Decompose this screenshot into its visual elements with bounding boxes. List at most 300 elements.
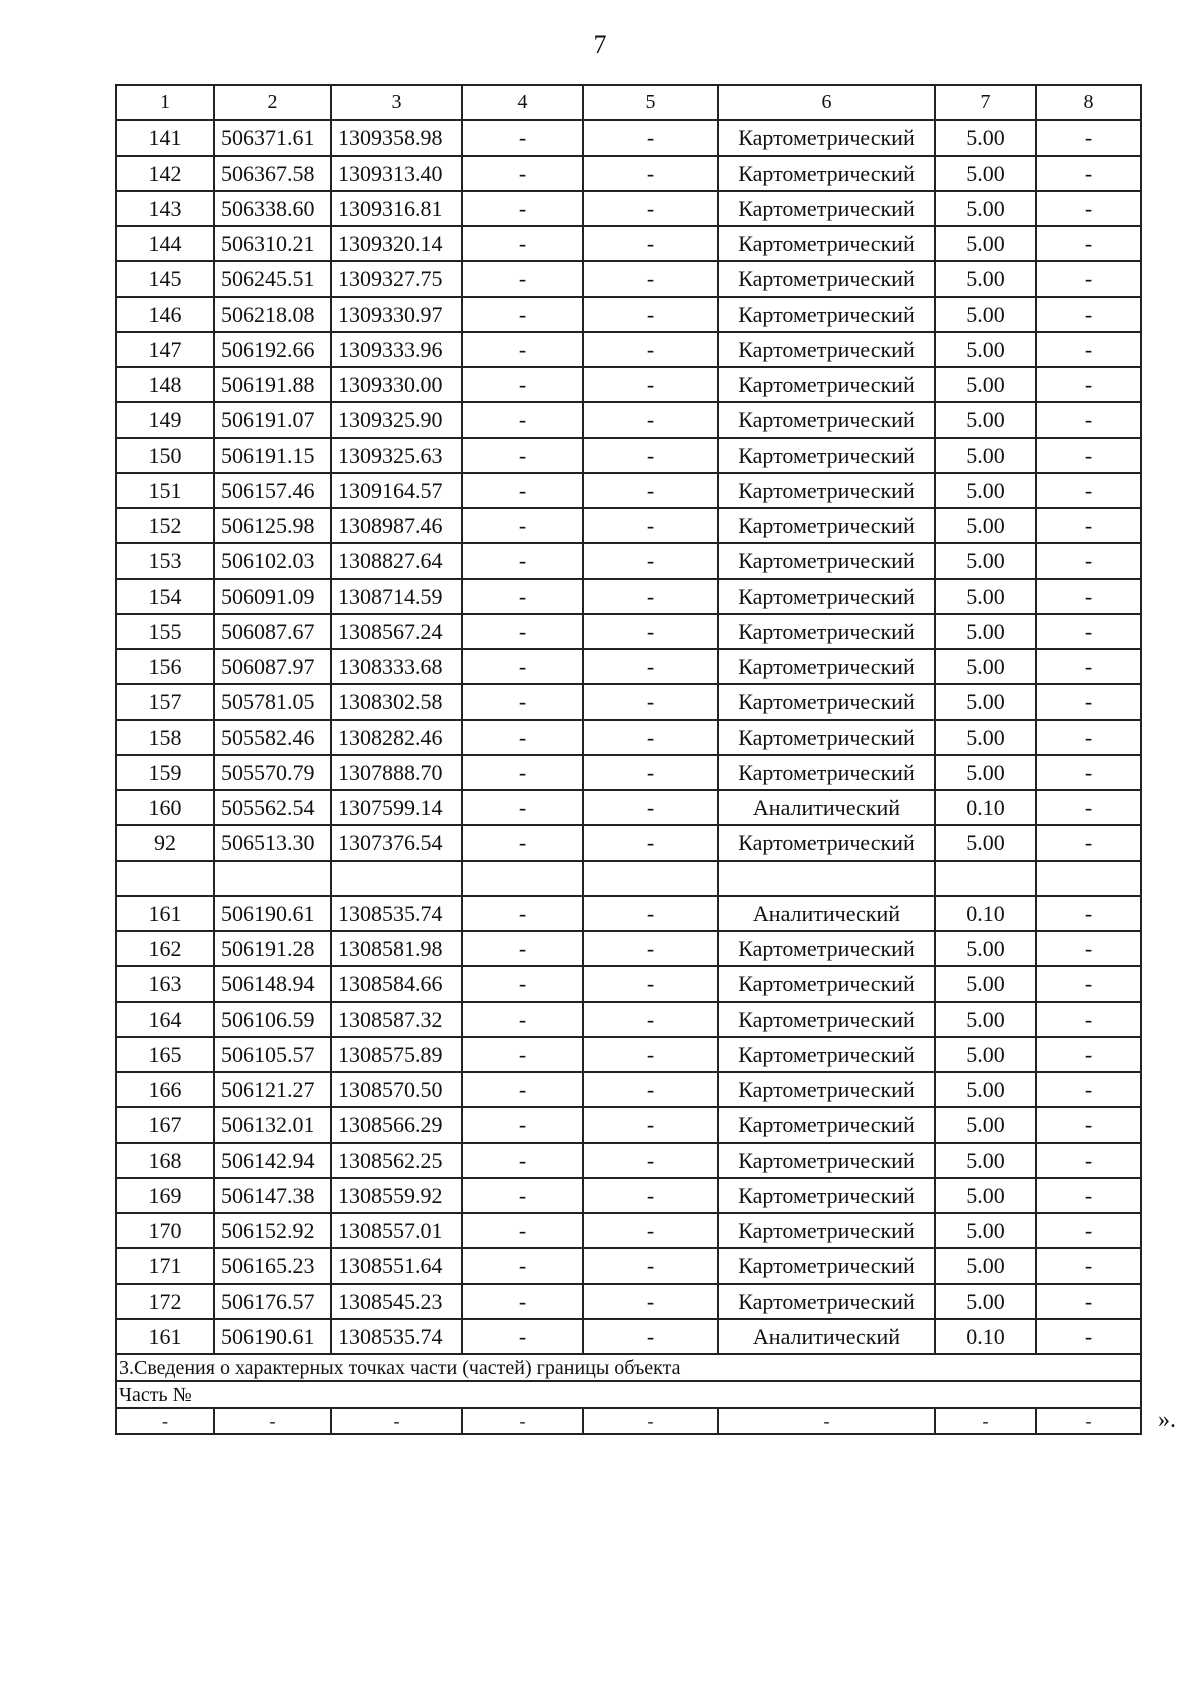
point-number-cell	[116, 861, 214, 896]
method-cell: Картометрический	[718, 120, 935, 155]
col8-cell: -	[1036, 120, 1141, 155]
column-header: 7	[935, 85, 1036, 120]
x-coordinate-cell: 506102.03	[214, 543, 331, 578]
point-number-cell: 155	[116, 614, 214, 649]
x-coordinate-cell: 506191.88	[214, 367, 331, 402]
col8-cell: -	[1036, 473, 1141, 508]
point-number-cell: 159	[116, 755, 214, 790]
y-coordinate-cell: 1308566.29	[331, 1107, 462, 1142]
point-number-cell: 148	[116, 367, 214, 402]
section-title-row	[116, 1354, 1141, 1381]
col4-cell: -	[462, 720, 583, 755]
method-cell: Картометрический	[718, 332, 935, 367]
table-row	[116, 825, 1141, 860]
section-title: 3.Сведения о характерных точках части (частей) границы объекта	[116, 1354, 1141, 1381]
col8-cell: -	[1036, 614, 1141, 649]
col8-cell: -	[1036, 191, 1141, 226]
col8-cell: -	[1036, 402, 1141, 437]
method-cell: Картометрический	[718, 261, 935, 296]
method-cell: Картометрический	[718, 226, 935, 261]
col4-cell: -	[462, 1178, 583, 1213]
table-row	[116, 191, 1141, 226]
point-number-cell: 151	[116, 473, 214, 508]
point-number-cell: 171	[116, 1248, 214, 1283]
col5-cell: -	[583, 543, 718, 578]
empty-cell: -	[935, 1408, 1036, 1434]
point-number-cell: 160	[116, 790, 214, 825]
point-number-cell: 149	[116, 402, 214, 437]
col4-cell: -	[462, 1107, 583, 1142]
col8-cell: -	[1036, 438, 1141, 473]
col5-cell: -	[583, 1319, 718, 1354]
method-cell: Аналитический	[718, 896, 935, 931]
x-coordinate-cell: 506218.08	[214, 297, 331, 332]
empty-part-row	[116, 1408, 1141, 1434]
col8-cell	[1036, 861, 1141, 896]
col8-cell: -	[1036, 720, 1141, 755]
accuracy-cell: 5.00	[935, 367, 1036, 402]
table-row	[116, 1002, 1141, 1037]
empty-cell: -	[583, 1408, 718, 1434]
table-row	[116, 297, 1141, 332]
table-row	[116, 1143, 1141, 1178]
col5-cell: -	[583, 1248, 718, 1283]
col8-cell: -	[1036, 297, 1141, 332]
column-header: 4	[462, 85, 583, 120]
x-coordinate-cell: 506148.94	[214, 966, 331, 1001]
table-row	[116, 755, 1141, 790]
table-row	[116, 966, 1141, 1001]
col4-cell: -	[462, 191, 583, 226]
y-coordinate-cell: 1308575.89	[331, 1037, 462, 1072]
point-number-cell: 146	[116, 297, 214, 332]
method-cell: Картометрический	[718, 579, 935, 614]
method-cell: Картометрический	[718, 1213, 935, 1248]
accuracy-cell: 5.00	[935, 649, 1036, 684]
accuracy-cell: 5.00	[935, 508, 1036, 543]
col4-cell: -	[462, 896, 583, 931]
col5-cell: -	[583, 1037, 718, 1072]
x-coordinate-cell: 506125.98	[214, 508, 331, 543]
method-cell: Картометрический	[718, 1107, 935, 1142]
col5-cell: -	[583, 649, 718, 684]
accuracy-cell: 5.00	[935, 1037, 1036, 1072]
x-coordinate-cell: 506310.21	[214, 226, 331, 261]
table-row	[116, 402, 1141, 437]
table-row	[116, 1072, 1141, 1107]
point-number-cell: 141	[116, 120, 214, 155]
accuracy-cell: 5.00	[935, 1107, 1036, 1142]
point-number-cell: 142	[116, 156, 214, 191]
col4-cell: -	[462, 1284, 583, 1319]
y-coordinate-cell: 1309325.90	[331, 402, 462, 437]
accuracy-cell: 5.00	[935, 156, 1036, 191]
col4-cell: -	[462, 790, 583, 825]
y-coordinate-cell: 1308559.92	[331, 1178, 462, 1213]
col4-cell: -	[462, 1248, 583, 1283]
col5-cell: -	[583, 226, 718, 261]
table-row	[116, 508, 1141, 543]
x-coordinate-cell: 506191.15	[214, 438, 331, 473]
table-row	[116, 1213, 1141, 1248]
col4-cell: -	[462, 755, 583, 790]
method-cell: Картометрический	[718, 508, 935, 543]
y-coordinate-cell: 1309313.40	[331, 156, 462, 191]
x-coordinate-cell: 506176.57	[214, 1284, 331, 1319]
method-cell: Картометрический	[718, 966, 935, 1001]
col8-cell: -	[1036, 1178, 1141, 1213]
empty-cell: -	[214, 1408, 331, 1434]
accuracy-cell: 5.00	[935, 543, 1036, 578]
col8-cell: -	[1036, 579, 1141, 614]
x-coordinate-cell: 506371.61	[214, 120, 331, 155]
method-cell: Картометрический	[718, 1178, 935, 1213]
y-coordinate-cell: 1308584.66	[331, 966, 462, 1001]
y-coordinate-cell	[331, 861, 462, 896]
col4-cell: -	[462, 367, 583, 402]
y-coordinate-cell: 1309327.75	[331, 261, 462, 296]
y-coordinate-cell: 1308551.64	[331, 1248, 462, 1283]
col8-cell: -	[1036, 1319, 1141, 1354]
y-coordinate-cell: 1309358.98	[331, 120, 462, 155]
column-header: 2	[214, 85, 331, 120]
point-number-cell: 147	[116, 332, 214, 367]
table-row	[116, 614, 1141, 649]
point-number-cell: 145	[116, 261, 214, 296]
col8-cell: -	[1036, 226, 1141, 261]
table-row	[116, 1037, 1141, 1072]
col4-cell: -	[462, 402, 583, 437]
y-coordinate-cell: 1308557.01	[331, 1213, 462, 1248]
y-coordinate-cell: 1308562.25	[331, 1143, 462, 1178]
y-coordinate-cell: 1309333.96	[331, 332, 462, 367]
x-coordinate-cell: 506091.09	[214, 579, 331, 614]
method-cell: Картометрический	[718, 191, 935, 226]
method-cell: Аналитический	[718, 1319, 935, 1354]
accuracy-cell: 5.00	[935, 1213, 1036, 1248]
table-row	[116, 1319, 1141, 1354]
col8-cell: -	[1036, 332, 1141, 367]
method-cell: Картометрический	[718, 402, 935, 437]
accuracy-cell: 5.00	[935, 226, 1036, 261]
x-coordinate-cell: 506121.27	[214, 1072, 331, 1107]
point-number-cell: 161	[116, 1319, 214, 1354]
table-row	[116, 790, 1141, 825]
y-coordinate-cell: 1308545.23	[331, 1284, 462, 1319]
table-row	[116, 332, 1141, 367]
col4-cell: -	[462, 579, 583, 614]
accuracy-cell: 0.10	[935, 1319, 1036, 1354]
point-number-cell: 162	[116, 931, 214, 966]
col5-cell: -	[583, 1072, 718, 1107]
col4-cell: -	[462, 297, 583, 332]
point-number-cell: 157	[116, 684, 214, 719]
x-coordinate-cell: 506132.01	[214, 1107, 331, 1142]
x-coordinate-cell: 506106.59	[214, 1002, 331, 1037]
accuracy-cell: 5.00	[935, 473, 1036, 508]
table-row	[116, 896, 1141, 931]
x-coordinate-cell: 506190.61	[214, 1319, 331, 1354]
method-cell: Картометрический	[718, 1072, 935, 1107]
y-coordinate-cell: 1309330.97	[331, 297, 462, 332]
col8-cell: -	[1036, 1143, 1141, 1178]
method-cell: Картометрический	[718, 1037, 935, 1072]
col4-cell: -	[462, 156, 583, 191]
accuracy-cell: 5.00	[935, 120, 1036, 155]
method-cell	[718, 861, 935, 896]
empty-cell: -	[462, 1408, 583, 1434]
empty-cell: -	[718, 1408, 935, 1434]
x-coordinate-cell: 506157.46	[214, 473, 331, 508]
x-coordinate-cell: 506087.97	[214, 649, 331, 684]
table-row	[116, 649, 1141, 684]
col8-cell: -	[1036, 1284, 1141, 1319]
point-number-cell: 156	[116, 649, 214, 684]
empty-cell: -	[1036, 1408, 1141, 1434]
x-coordinate-cell: 506105.57	[214, 1037, 331, 1072]
method-cell: Картометрический	[718, 1284, 935, 1319]
y-coordinate-cell: 1308827.64	[331, 543, 462, 578]
col5-cell: -	[583, 473, 718, 508]
col8-cell: -	[1036, 1107, 1141, 1142]
point-number-cell: 152	[116, 508, 214, 543]
y-coordinate-cell: 1308333.68	[331, 649, 462, 684]
point-number-cell: 168	[116, 1143, 214, 1178]
accuracy-cell	[935, 861, 1036, 896]
col4-cell: -	[462, 649, 583, 684]
method-cell: Картометрический	[718, 684, 935, 719]
col8-cell: -	[1036, 367, 1141, 402]
col4-cell: -	[462, 1319, 583, 1354]
col4-cell: -	[462, 120, 583, 155]
col5-cell: -	[583, 1178, 718, 1213]
x-coordinate-cell: 506152.92	[214, 1213, 331, 1248]
method-cell: Картометрический	[718, 825, 935, 860]
col4-cell: -	[462, 825, 583, 860]
table-row	[116, 473, 1141, 508]
empty-cell: -	[116, 1408, 214, 1434]
col4-cell: -	[462, 261, 583, 296]
col5-cell: -	[583, 297, 718, 332]
col8-cell: -	[1036, 790, 1141, 825]
y-coordinate-cell: 1307599.14	[331, 790, 462, 825]
method-cell: Картометрический	[718, 1248, 935, 1283]
col4-cell: -	[462, 1037, 583, 1072]
col5-cell: -	[583, 966, 718, 1001]
table-row	[116, 156, 1141, 191]
col5-cell: -	[583, 156, 718, 191]
accuracy-cell: 5.00	[935, 332, 1036, 367]
col4-cell: -	[462, 1002, 583, 1037]
page-number: 7	[593, 30, 607, 59]
accuracy-cell: 5.00	[935, 720, 1036, 755]
closing-quote: ».	[1158, 1407, 1176, 1433]
point-number-cell: 161	[116, 896, 214, 931]
x-coordinate-cell: 506190.61	[214, 896, 331, 931]
col8-cell: -	[1036, 684, 1141, 719]
col5-cell: -	[583, 720, 718, 755]
y-coordinate-cell: 1308302.58	[331, 684, 462, 719]
col4-cell: -	[462, 1213, 583, 1248]
col5-cell	[583, 861, 718, 896]
method-cell: Картометрический	[718, 720, 935, 755]
accuracy-cell: 5.00	[935, 931, 1036, 966]
table-row	[116, 438, 1141, 473]
x-coordinate-cell: 506367.58	[214, 156, 331, 191]
table-row	[116, 226, 1141, 261]
col8-cell: -	[1036, 508, 1141, 543]
point-number-cell: 172	[116, 1284, 214, 1319]
method-cell: Картометрический	[718, 473, 935, 508]
col5-cell: -	[583, 332, 718, 367]
y-coordinate-cell: 1309320.14	[331, 226, 462, 261]
x-coordinate-cell: 506087.67	[214, 614, 331, 649]
col4-cell: -	[462, 226, 583, 261]
method-cell: Картометрический	[718, 1143, 935, 1178]
col5-cell: -	[583, 261, 718, 296]
x-coordinate-cell: 506191.07	[214, 402, 331, 437]
x-coordinate-cell: 506192.66	[214, 332, 331, 367]
coordinates-table	[115, 84, 1142, 1435]
accuracy-cell: 5.00	[935, 579, 1036, 614]
accuracy-cell: 5.00	[935, 191, 1036, 226]
col5-cell: -	[583, 120, 718, 155]
col5-cell: -	[583, 438, 718, 473]
col8-cell: -	[1036, 825, 1141, 860]
x-coordinate-cell: 505562.54	[214, 790, 331, 825]
point-number-cell: 169	[116, 1178, 214, 1213]
y-coordinate-cell: 1308570.50	[331, 1072, 462, 1107]
y-coordinate-cell: 1308282.46	[331, 720, 462, 755]
col5-cell: -	[583, 614, 718, 649]
accuracy-cell: 5.00	[935, 825, 1036, 860]
y-coordinate-cell: 1309325.63	[331, 438, 462, 473]
column-header: 5	[583, 85, 718, 120]
point-number-cell: 92	[116, 825, 214, 860]
point-number-cell: 144	[116, 226, 214, 261]
x-coordinate-cell: 506142.94	[214, 1143, 331, 1178]
y-coordinate-cell: 1308535.74	[331, 1319, 462, 1354]
table-row	[116, 720, 1141, 755]
y-coordinate-cell: 1308714.59	[331, 579, 462, 614]
col5-cell: -	[583, 1213, 718, 1248]
x-coordinate-cell: 505781.05	[214, 684, 331, 719]
method-cell: Картометрический	[718, 1002, 935, 1037]
point-number-cell: 158	[116, 720, 214, 755]
column-header: 3	[331, 85, 462, 120]
accuracy-cell: 5.00	[935, 1002, 1036, 1037]
table-row	[116, 1178, 1141, 1213]
point-number-cell: 153	[116, 543, 214, 578]
table-row	[116, 684, 1141, 719]
point-number-cell: 154	[116, 579, 214, 614]
col4-cell: -	[462, 614, 583, 649]
point-number-cell: 165	[116, 1037, 214, 1072]
col5-cell: -	[583, 1002, 718, 1037]
method-cell: Картометрический	[718, 297, 935, 332]
col8-cell: -	[1036, 966, 1141, 1001]
method-cell: Картометрический	[718, 367, 935, 402]
accuracy-cell: 5.00	[935, 684, 1036, 719]
method-cell: Картометрический	[718, 543, 935, 578]
accuracy-cell: 5.00	[935, 1178, 1036, 1213]
col8-cell: -	[1036, 1213, 1141, 1248]
x-coordinate-cell: 506165.23	[214, 1248, 331, 1283]
point-number-cell: 167	[116, 1107, 214, 1142]
point-number-cell: 170	[116, 1213, 214, 1248]
col5-cell: -	[583, 1143, 718, 1178]
point-number-cell: 150	[116, 438, 214, 473]
part-label: Часть №	[116, 1381, 1141, 1408]
x-coordinate-cell: 506191.28	[214, 931, 331, 966]
table-row	[116, 1284, 1141, 1319]
col8-cell: -	[1036, 1072, 1141, 1107]
col4-cell: -	[462, 543, 583, 578]
accuracy-cell: 0.10	[935, 896, 1036, 931]
col5-cell: -	[583, 508, 718, 543]
method-cell: Картометрический	[718, 156, 935, 191]
x-coordinate-cell: 506513.30	[214, 825, 331, 860]
col8-cell: -	[1036, 896, 1141, 931]
col4-cell: -	[462, 1143, 583, 1178]
col8-cell: -	[1036, 931, 1141, 966]
y-coordinate-cell: 1308987.46	[331, 508, 462, 543]
col5-cell: -	[583, 402, 718, 437]
point-number-cell: 166	[116, 1072, 214, 1107]
x-coordinate-cell: 505582.46	[214, 720, 331, 755]
col4-cell: -	[462, 438, 583, 473]
col8-cell: -	[1036, 1037, 1141, 1072]
y-coordinate-cell: 1307376.54	[331, 825, 462, 860]
col4-cell: -	[462, 1072, 583, 1107]
accuracy-cell: 5.00	[935, 402, 1036, 437]
col5-cell: -	[583, 790, 718, 825]
empty-cell: -	[331, 1408, 462, 1434]
accuracy-cell: 5.00	[935, 1248, 1036, 1283]
x-coordinate-cell: 505570.79	[214, 755, 331, 790]
table-row	[116, 261, 1141, 296]
table-row	[116, 1248, 1141, 1283]
col5-cell: -	[583, 191, 718, 226]
x-coordinate-cell: 506338.60	[214, 191, 331, 226]
point-number-cell: 164	[116, 1002, 214, 1037]
col8-cell: -	[1036, 543, 1141, 578]
accuracy-cell: 5.00	[935, 966, 1036, 1001]
col8-cell: -	[1036, 156, 1141, 191]
y-coordinate-cell: 1309330.00	[331, 367, 462, 402]
accuracy-cell: 0.10	[935, 790, 1036, 825]
table-row	[116, 931, 1141, 966]
x-coordinate-cell: 506147.38	[214, 1178, 331, 1213]
col8-cell: -	[1036, 755, 1141, 790]
y-coordinate-cell: 1309316.81	[331, 191, 462, 226]
table-row	[116, 1107, 1141, 1142]
col4-cell: -	[462, 684, 583, 719]
col4-cell: -	[462, 332, 583, 367]
column-header: 1	[116, 85, 214, 120]
accuracy-cell: 5.00	[935, 297, 1036, 332]
col4-cell: -	[462, 931, 583, 966]
accuracy-cell: 5.00	[935, 755, 1036, 790]
x-coordinate-cell: 506245.51	[214, 261, 331, 296]
accuracy-cell: 5.00	[935, 1072, 1036, 1107]
y-coordinate-cell: 1309164.57	[331, 473, 462, 508]
col8-cell: -	[1036, 649, 1141, 684]
col8-cell: -	[1036, 261, 1141, 296]
col4-cell	[462, 861, 583, 896]
accuracy-cell: 5.00	[935, 261, 1036, 296]
col4-cell: -	[462, 473, 583, 508]
